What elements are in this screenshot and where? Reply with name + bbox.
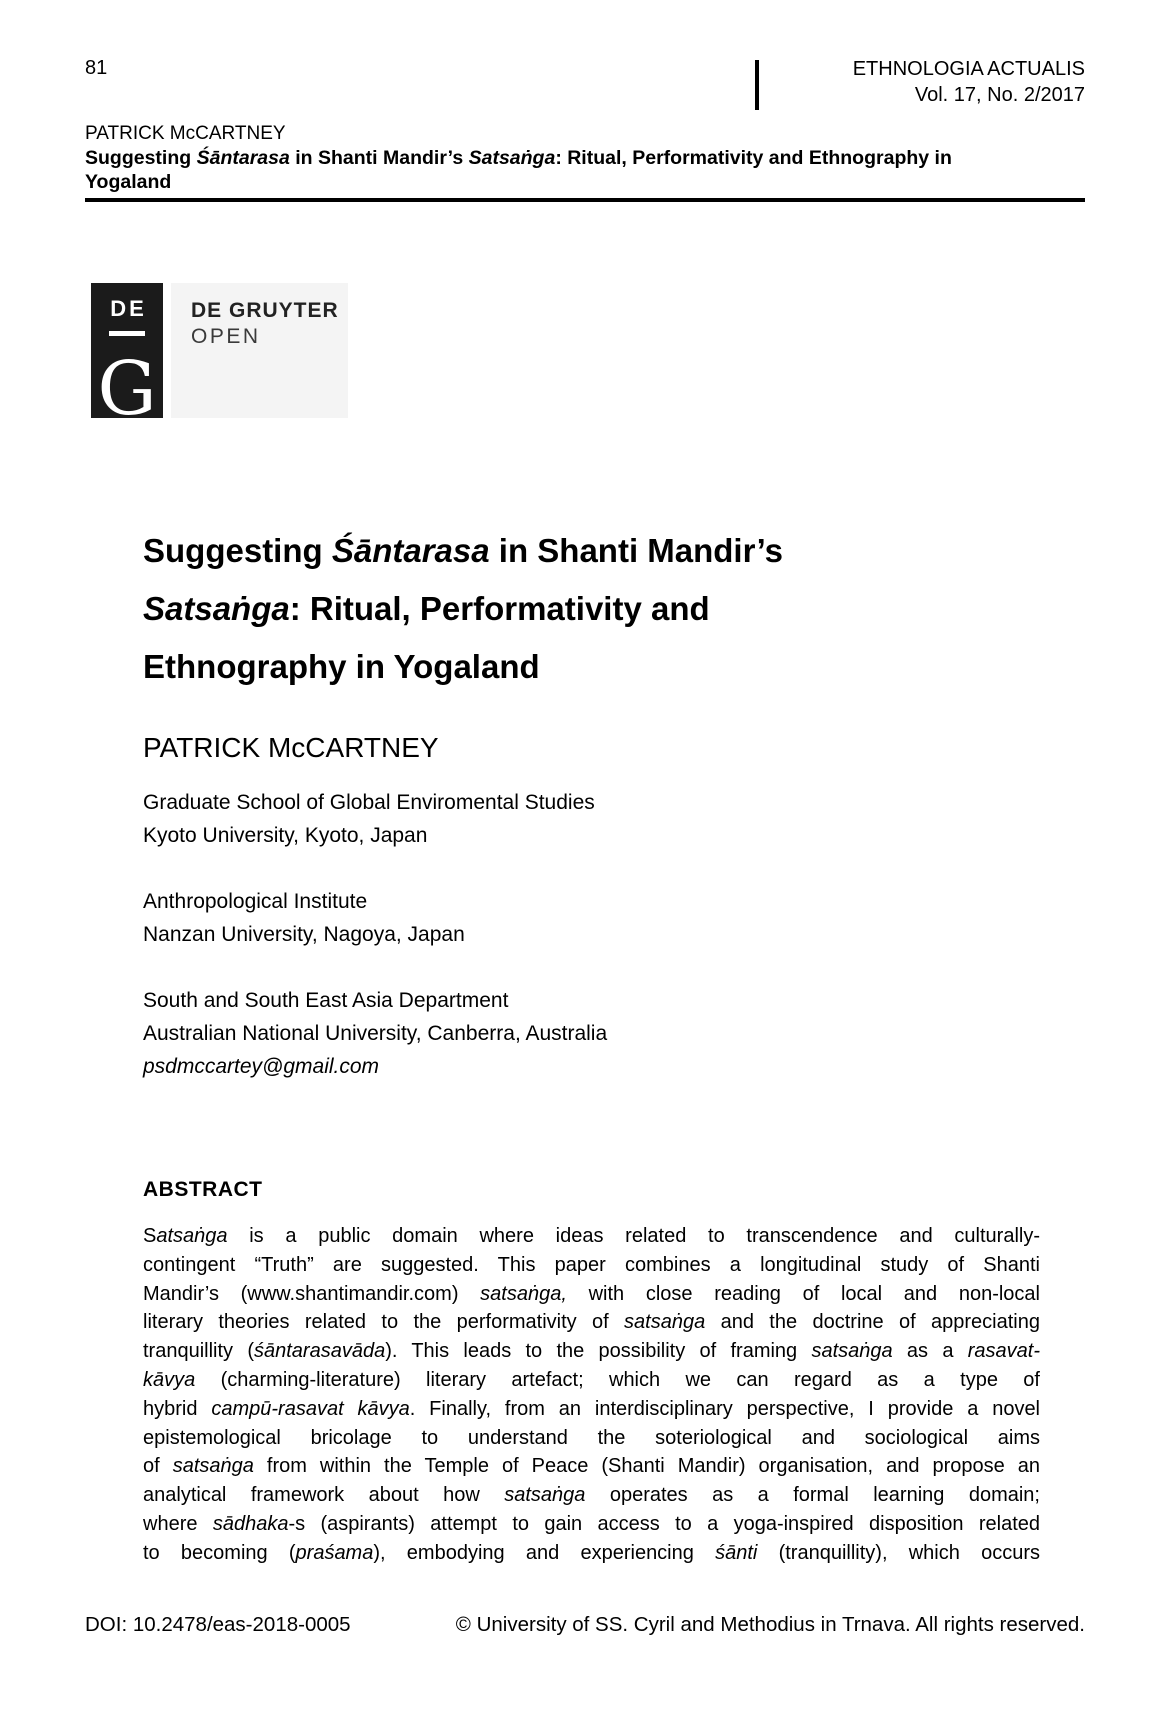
text-run: contingent “Truth” are suggested. This paper combines a longitudinal study of Shanti <box>143 1253 1040 1276</box>
affiliation-group-anu <box>143 984 1043 1083</box>
text-run: Mandir’s (www.shantimandir.com) <box>143 1282 481 1305</box>
text-line <box>143 1481 1040 1510</box>
text-run: Śāntarasa <box>196 147 290 169</box>
text-run: Anthropological Institute <box>143 890 368 913</box>
journal-block <box>853 56 1085 108</box>
text-run: from within the Temple of Peace (Shanti Mandir) organisation, and propose an <box>253 1455 1040 1478</box>
text-run: analytical framework about how <box>143 1484 505 1507</box>
text-line <box>143 1280 1040 1309</box>
text-run: Australian National University, Canberra, Australia <box>143 1022 608 1045</box>
affiliations <box>143 786 1043 1116</box>
logo-mark-g-letter: G <box>97 346 157 432</box>
text-run: (tranquillity), which occurs <box>757 1541 1041 1564</box>
text-line <box>143 1222 1040 1251</box>
text-line <box>143 522 1103 580</box>
text-run: is a public domain where ideas related to transcendence and culturally- <box>227 1225 1040 1247</box>
text-run: tranquillity ( <box>143 1340 254 1363</box>
text-run: epistemological bricolage to understand the soteriological and sociological aims <box>143 1426 1040 1449</box>
text-line <box>143 1017 1043 1050</box>
text-run: and the doctrine of appreciating <box>705 1311 1040 1334</box>
text-run: Kyoto University, Kyoto, Japan <box>143 824 428 847</box>
text-run: hybrid <box>143 1397 212 1420</box>
text-line <box>143 1366 1040 1395</box>
text-line <box>143 918 1043 951</box>
text-run: Śāntarasa <box>331 532 490 569</box>
text-line <box>85 170 1085 194</box>
text-run: S <box>143 1225 157 1247</box>
text-run: . Finally, from an interdisciplinary perspective, I provide a novel <box>409 1397 1041 1420</box>
text-run: praśama <box>295 1541 374 1564</box>
text-run: Ethnography in Yogaland <box>143 648 540 685</box>
logo-wordmark: DE GRUYTER <box>191 299 339 322</box>
text-run: śānti <box>715 1541 758 1564</box>
text-run: kāvya <box>143 1368 196 1391</box>
logo-text-panel <box>171 283 348 418</box>
journal-title: ETHNOLOGIA ACTUALIS <box>852 58 1085 80</box>
text-line <box>143 786 1043 819</box>
text-run: of <box>143 1455 173 1478</box>
text-run: satsaṅga <box>504 1484 586 1507</box>
text-line <box>143 1510 1040 1539</box>
text-run: ), embodying and experiencing <box>373 1541 716 1564</box>
text-run: -s (aspirants) attempt to gain access to a yoga-inspired disposition related <box>288 1512 1040 1535</box>
running-author: PATRICK McCARTNEY <box>85 123 286 144</box>
text-run: ). This leads to the possibility of framing <box>385 1340 812 1363</box>
text-run: campū-rasavat kāvya <box>211 1397 410 1420</box>
text-run: : Ritual, Performativity and Ethnography in <box>555 147 952 169</box>
text-line <box>143 1308 1040 1337</box>
text-run: (charming-literature) literary artefact; which we can regard as a type of <box>195 1368 1040 1391</box>
text-run: satsaṅga, <box>480 1282 567 1305</box>
page-number: 81 <box>85 57 108 79</box>
text-run: rasavat- <box>967 1340 1040 1363</box>
text-line <box>143 1251 1040 1280</box>
text-run: : Ritual, Performativity and <box>289 590 710 627</box>
vertical-divider <box>755 60 759 110</box>
text-line <box>143 580 1103 638</box>
text-line <box>143 1395 1040 1424</box>
text-run: Suggesting <box>85 147 197 169</box>
running-title <box>85 146 1085 194</box>
text-line <box>143 638 1103 696</box>
de-gruyter-logo <box>91 283 348 432</box>
text-run: satsaṅga <box>624 1311 706 1334</box>
text-run: with close reading of local and non-local <box>566 1282 1040 1305</box>
text-run: Yogaland <box>85 171 172 193</box>
text-run: Satsaṅga <box>468 147 556 169</box>
affiliation-group-kyoto <box>143 786 1043 852</box>
affiliation-group-nanzan <box>143 885 1043 951</box>
header-rule <box>85 198 1085 202</box>
text-line <box>143 1050 1043 1083</box>
text-run: literary theories related to the performativity of <box>143 1311 625 1334</box>
text-line <box>85 146 1085 170</box>
text-line <box>143 1337 1040 1366</box>
text-run: psdmccartey@gmail.com <box>143 1055 380 1078</box>
text-line <box>143 1452 1040 1481</box>
text-run: Suggesting <box>143 532 332 569</box>
text-run: as a <box>892 1340 968 1363</box>
text-run: Satsaṅga <box>143 590 290 627</box>
page-header <box>85 56 1085 202</box>
text-run: in Shanti Mandir’s <box>489 532 783 569</box>
text-run: in Shanti Mandir’s <box>289 147 469 169</box>
text-run: where <box>143 1512 213 1535</box>
text-run: Graduate School of Global Enviromental Studies <box>143 791 595 814</box>
abstract-body <box>143 1222 1040 1568</box>
text-line <box>143 885 1043 918</box>
text-run: operates as a formal learning domain; <box>585 1484 1040 1507</box>
text-line <box>143 1424 1040 1453</box>
journal-volume: Vol. 17, No. 2/2017 <box>914 84 1085 106</box>
text-run: śāntarasavāda <box>253 1340 386 1363</box>
page-footer <box>85 1612 1085 1637</box>
abstract-heading: ABSTRACT <box>143 1178 263 1201</box>
text-run: sādhaka <box>212 1512 289 1535</box>
text-run: Nanzan University, Nagoya, Japan <box>143 923 465 946</box>
article-title <box>143 522 1103 696</box>
text-line <box>143 984 1043 1017</box>
de-gruyter-logo-mark <box>91 283 163 432</box>
logo-wordmark-sub: OPEN <box>191 325 261 348</box>
logo-gap <box>163 283 171 418</box>
text-run: South and South East Asia Department <box>143 989 509 1012</box>
logo-mark-de-text: DE <box>110 296 147 321</box>
logo-mark-underline <box>109 331 145 336</box>
text-line <box>143 819 1043 852</box>
text-line <box>143 1539 1040 1568</box>
text-run: satsaṅga <box>172 1455 254 1478</box>
text-run: satsaṅga <box>811 1340 893 1363</box>
doi-text: DOI: 10.2478/eas-2018-0005 <box>85 1613 351 1636</box>
copyright-text: © University of SS. Cyril and Methodius in Trnava. All rights reserved. <box>455 1613 1085 1636</box>
text-run: atsaṅga <box>156 1225 228 1247</box>
article-author: PATRICK McCARTNEY <box>143 732 439 763</box>
header-top-row <box>85 56 1085 110</box>
text-run: to becoming ( <box>143 1541 296 1564</box>
